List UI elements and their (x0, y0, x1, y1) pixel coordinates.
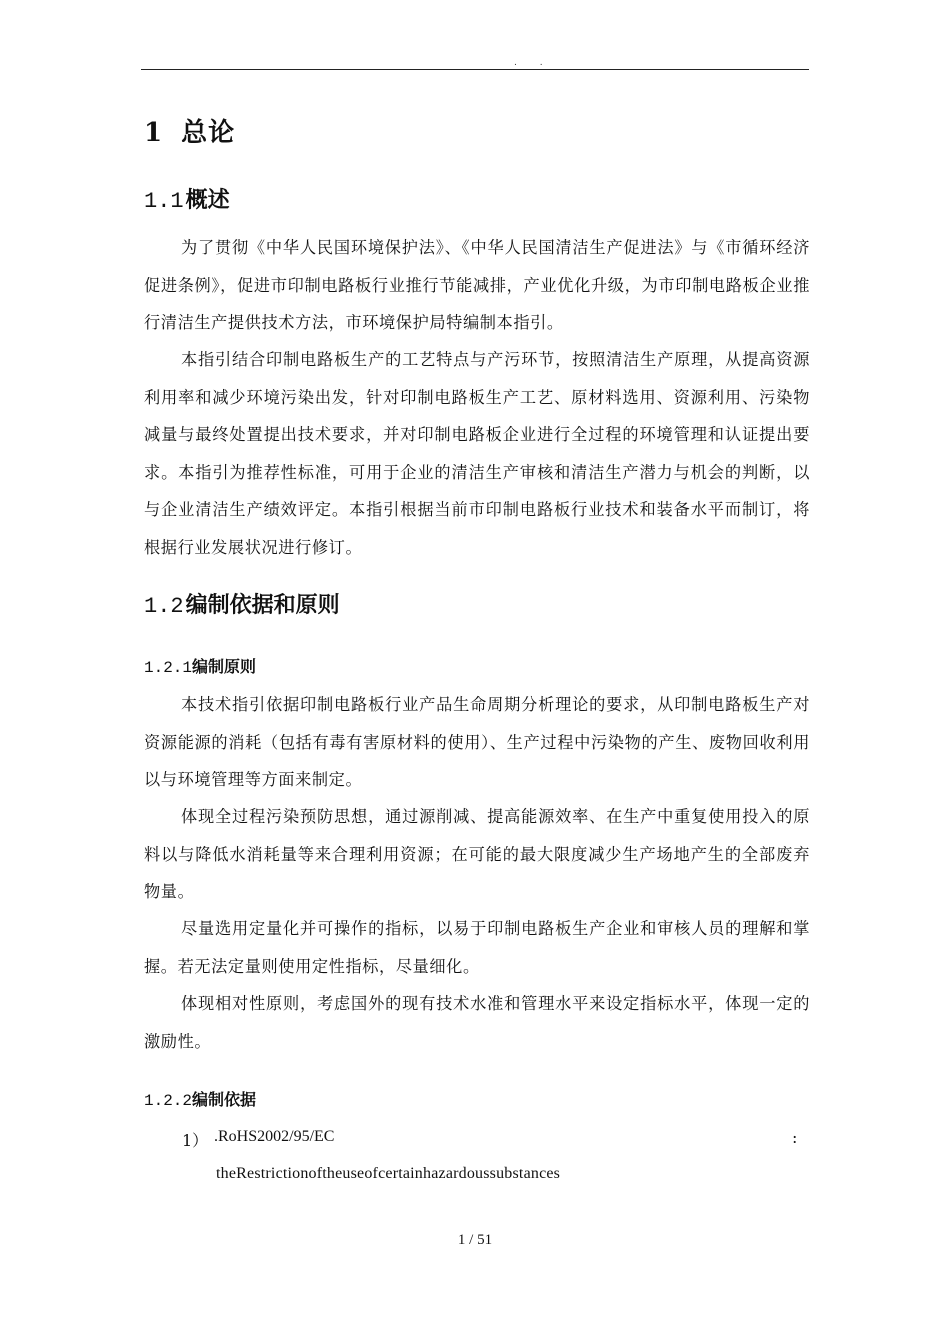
section-title: 编制依据和原则 (185, 593, 340, 618)
paragraph-principle-4: 体现相对性原则，考虑国外的现有技术水准和管理水平来设定指标水平，体现一定的激励性。 (144, 994, 810, 1051)
subsection-title: 编制原则 (192, 657, 257, 676)
subsection-number: 1.2.2 (144, 1092, 193, 1110)
paragraph-overview-2: 本指引结合印制电路板生产的工艺特点与产污环节，按照清洁生产原理，从提高资源利用率和减少环境污染出发，针对印制电路板生产工艺、原材料选用、资源利用、污染物减量与最终处置提出技术要求，并对印制电路板企业进行全过程的环境管理和认证提出要求。本指引为推荐性标准，可用于企业的清洁生产审核和清洁生产潜力与机会的判断，以与企业清洁生产绩效评定。本指引根据当前市印制电路板行业技术和装备水平而制订，将根据行业发展状况进行修订。 (144, 350, 810, 557)
subsection-number: 1.2.1 (144, 659, 193, 677)
paragraph-overview-1: 为了贯彻《中华人民国环境保护法》、《中华人民国清洁生产促进法》与《市循环经济促进条例》，促进市印制电路板行业推行节能减排，产业优化升级，为市印制电路板企业推行清洁生产提供技术方法，市环境保护局特编制本指引。 (144, 238, 810, 332)
section-number: 1.1 (144, 189, 184, 214)
subsection-title: 编制依据 (192, 1090, 257, 1109)
paragraph-principle-3: 尽量选用定量化并可操作的指标，以易于印制电路板生产企业和审核人员的理解和掌握。若无法定量则使用定性指标，尽量细化。 (144, 919, 810, 976)
reference-code: .RoHS2002/95/EC (214, 1128, 335, 1145)
header-rule (141, 69, 809, 70)
paragraph-principle-2: 体现全过程污染预防思想，通过源削减、提高能源效率、在生产中重复使用投入的原料以与降低水消耗量等来合理利用资源；在可能的最大限度减少生产场地产生的全部废弃物量。 (144, 807, 810, 901)
chapter-number: 1 (144, 118, 164, 148)
page-number: 1 / 51 (457, 1232, 493, 1248)
subsection-heading-1-2-1 (144, 654, 256, 677)
reference-marker: 1） (182, 1131, 209, 1150)
reference-continuation: theRestrictionoftheuseofcertainhazardoussubstances (216, 1165, 561, 1182)
section-number: 1.2 (144, 594, 184, 619)
chapter-title: 总论 (181, 118, 236, 148)
subsection-heading-1-2-2 (144, 1087, 256, 1110)
reference-colon: : (792, 1128, 798, 1147)
section-title: 概述 (185, 188, 230, 213)
header-dots: . . (514, 58, 553, 68)
section-heading-1-1 (144, 183, 230, 214)
section-heading-1-2 (144, 588, 340, 619)
paragraph-principle-1: 本技术指引依据印制电路板行业产品生命周期分析理论的要求，从印制电路板生产对资源能源的消耗（包括有毒有害原材料的使用）、生产过程中污染物的产生、废物回收利用以与环境管理等方面来制定。 (144, 695, 810, 789)
chapter-heading (144, 112, 235, 149)
